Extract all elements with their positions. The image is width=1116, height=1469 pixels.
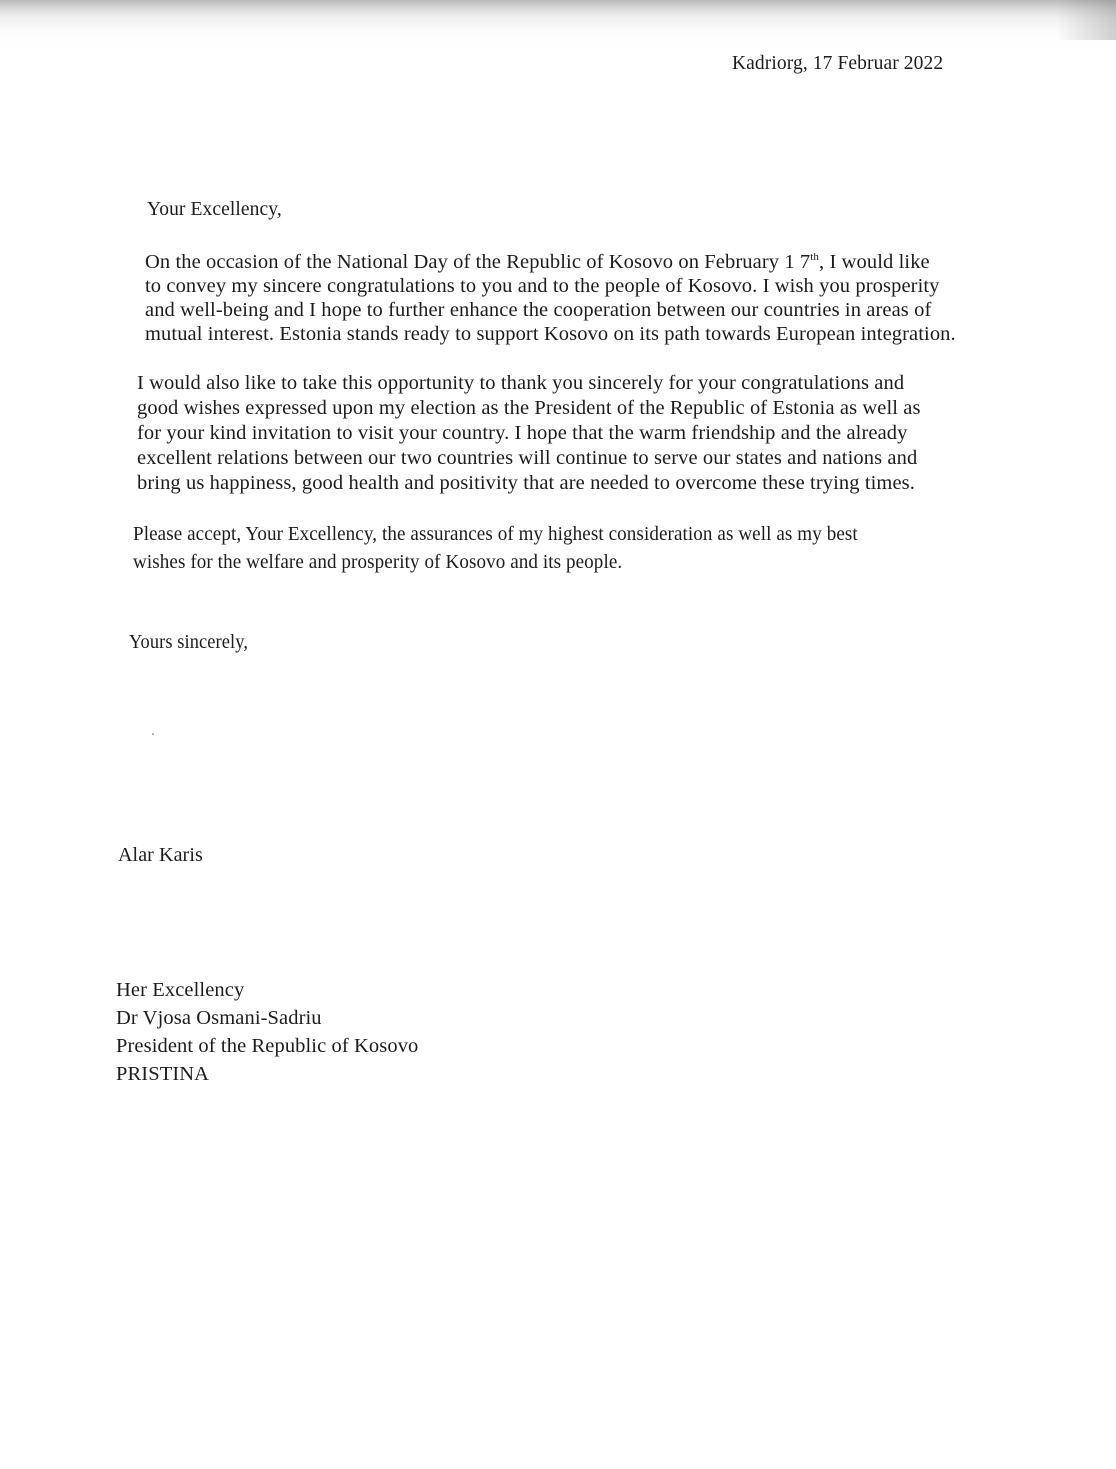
paragraph-2-line-1: I would also like to take this opportunity to thank you sincerely for your congratulations and bbox=[137, 372, 905, 394]
paragraph-2-line-5: bring us happiness, good health and positivity that are needed to overcome these trying times. bbox=[137, 472, 915, 494]
place-date: Kadriorg, 17 Februar 2022 bbox=[732, 53, 944, 74]
paragraph-1-line-4: mutual interest. Estonia stands ready to support Kosovo on its path towards European integration. bbox=[145, 323, 956, 345]
paragraph-1-line-1 bbox=[145, 250, 930, 274]
page-edge-shadow bbox=[1056, 0, 1116, 40]
paragraph-1-line-2: to convey my sincere congratulations to you and to the people of Kosovo. I wish you prosperity bbox=[145, 275, 940, 297]
paragraph-3-line-1: Please accept, Your Excellency, the assurances of my highest consideration as well as my best bbox=[133, 523, 858, 545]
paper-speck bbox=[152, 733, 154, 735]
ordinal-superscript: th bbox=[810, 251, 820, 263]
salutation: Your Excellency, bbox=[147, 199, 282, 220]
closing: Yours sincerely, bbox=[129, 631, 249, 653]
recipient-city: PRISTINA bbox=[116, 1063, 210, 1085]
signatory-name: Alar Karis bbox=[118, 844, 203, 866]
recipient-name: Dr Vjosa Osmani-Sadriu bbox=[116, 1007, 322, 1029]
paragraph-3-line-2: wishes for the welfare and prosperity of Kosovo and its people. bbox=[133, 551, 623, 573]
paragraph-1-line-1-suffix: , I would like bbox=[819, 251, 930, 273]
recipient-title: President of the Republic of Kosovo bbox=[116, 1035, 419, 1057]
paragraph-2-line-2: good wishes expressed upon my election as the President of the Republic of Estonia as well as bbox=[137, 397, 921, 419]
paragraph-1-line-1-text: On the occasion of the National Day of the Republic of Kosovo on February 1 7 bbox=[145, 251, 811, 273]
paragraph-2-line-3: for your kind invitation to visit your country. I hope that the warm friendship and the already bbox=[137, 422, 908, 444]
recipient-honorific: Her Excellency bbox=[116, 979, 245, 1001]
paragraph-1-line-3: and well-being and I hope to further enhance the cooperation between our countries in areas of bbox=[145, 299, 932, 321]
paragraph-2-line-4: excellent relations between our two countries will continue to serve our states and nations and bbox=[137, 447, 918, 469]
